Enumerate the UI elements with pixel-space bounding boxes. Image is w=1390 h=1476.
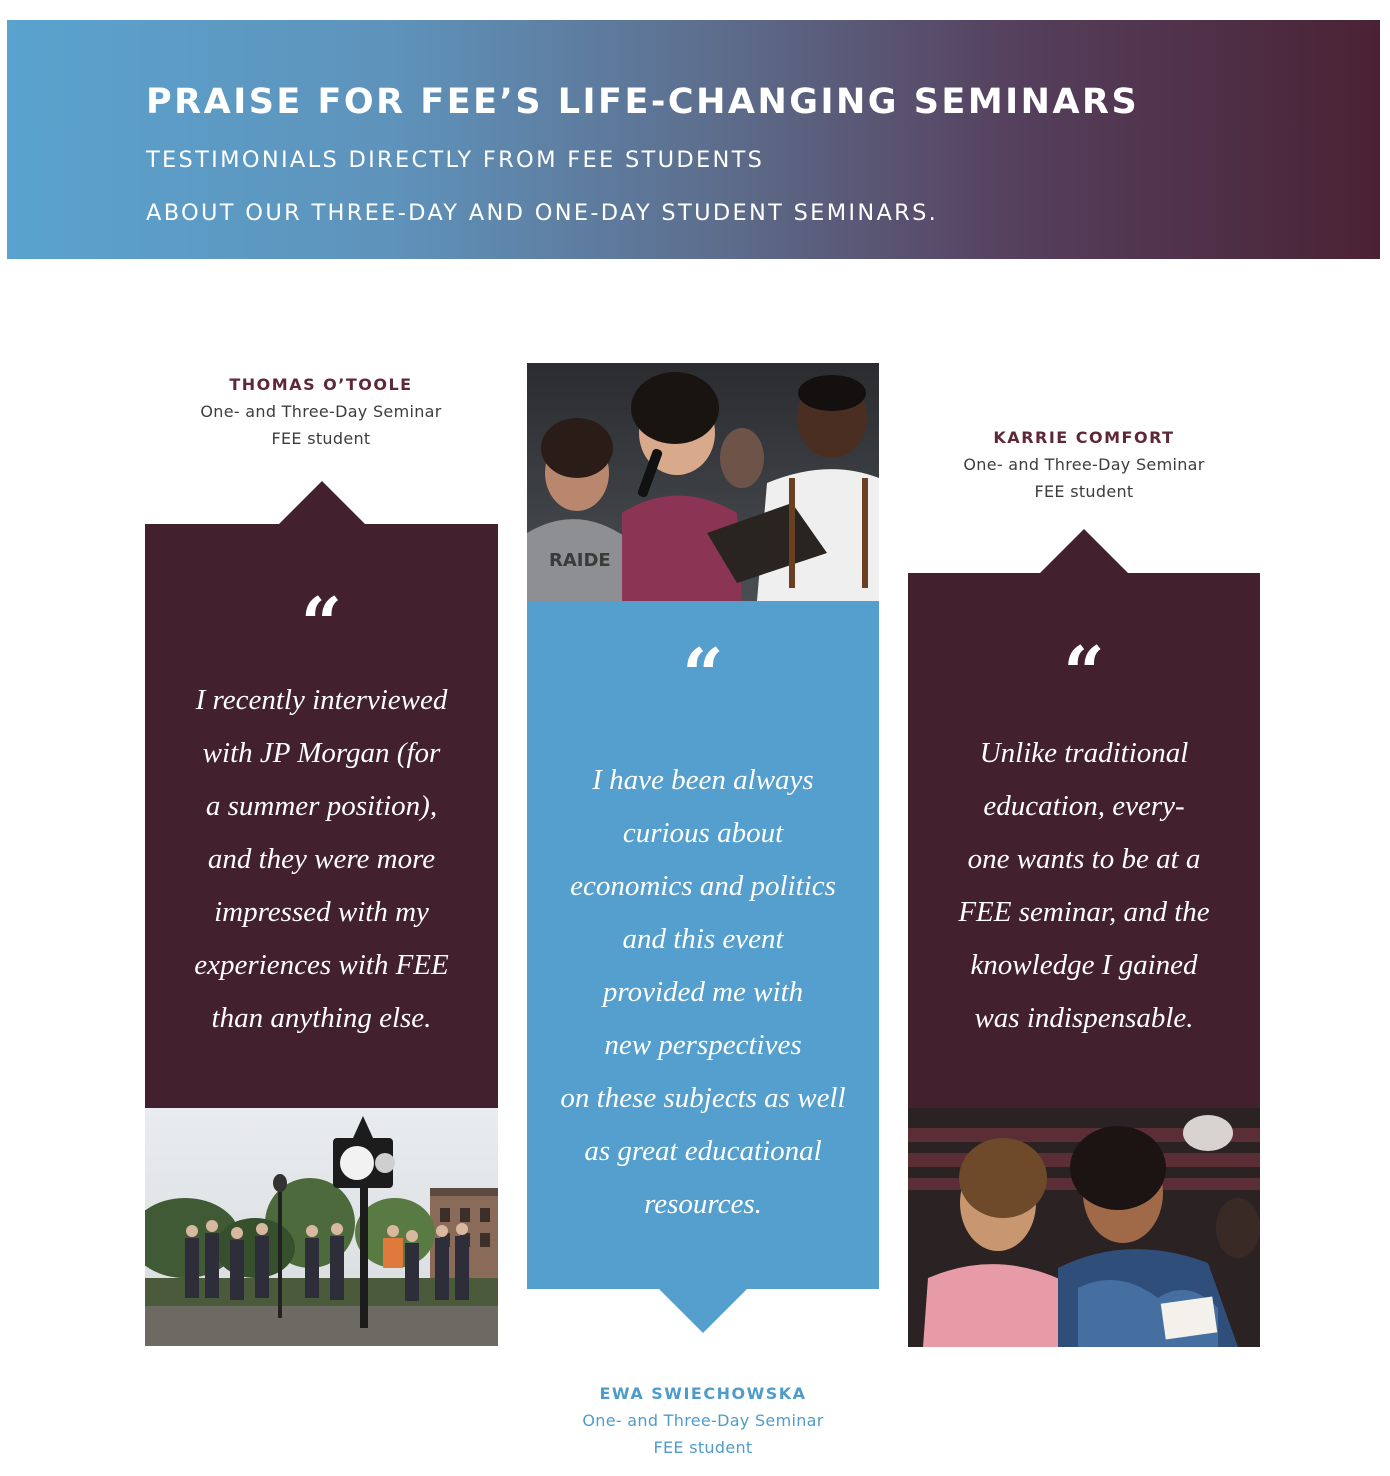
testimonial-card-karrie bbox=[908, 573, 1260, 1108]
person-status: FEE student bbox=[653, 1438, 753, 1457]
attribution-karrie bbox=[904, 425, 1264, 505]
page-subtitle-line1: TESTIMONIALS DIRECTLY FROM FEE STUDENTS bbox=[146, 147, 765, 173]
person-status: FEE student bbox=[271, 429, 371, 448]
card-pointer bbox=[278, 481, 366, 525]
testimonial-card-thomas bbox=[145, 524, 498, 1108]
quote-mark-icon: “ bbox=[682, 632, 724, 717]
attribution-thomas bbox=[141, 372, 501, 452]
quote-mark-icon: “ bbox=[300, 581, 343, 666]
testimonial-quote: I recently interviewed with JP Morgan (for a summer position), and they were more impressed with my experiences with FEE than anything else. bbox=[194, 684, 449, 1034]
person-role: One- and Three-Day Seminar bbox=[963, 455, 1205, 474]
quote-mark-icon: “ bbox=[1063, 630, 1105, 715]
testimonial-card-ewa bbox=[527, 601, 879, 1289]
card-pointer bbox=[659, 1289, 747, 1333]
testimonial-quote: I have been always curious about economics and politics and this event provided me with new perspectives on these subjects as well as great educational resources. bbox=[560, 764, 846, 1220]
page-title: PRAISE FOR FEE’S LIFE-CHANGING SEMINARS bbox=[146, 82, 1140, 122]
card-pointer bbox=[1040, 529, 1128, 573]
page-subtitle-line2: ABOUT OUR THREE-DAY AND ONE-DAY STUDENT SEMINARS. bbox=[146, 200, 939, 226]
person-name: KARRIE COMFORT bbox=[993, 428, 1175, 447]
shirt-text: RAIDE bbox=[549, 550, 611, 571]
person-status: FEE student bbox=[1034, 482, 1134, 501]
person-role: One- and Three-Day Seminar bbox=[582, 1411, 824, 1430]
person-role: One- and Three-Day Seminar bbox=[200, 402, 442, 421]
photo-clock-tower bbox=[145, 1108, 498, 1346]
photo-audience bbox=[908, 1108, 1260, 1347]
person-name: EWA SWIECHOWSKA bbox=[599, 1384, 807, 1403]
person-name: THOMAS O’TOOLE bbox=[229, 375, 413, 394]
testimonial-quote: Unlike traditional education, every- one wants to be at a FEE seminar, and the knowledge I gained was indispensable. bbox=[958, 737, 1210, 1034]
attribution-ewa bbox=[523, 1381, 883, 1461]
header-banner bbox=[7, 20, 1380, 259]
photo-speaker bbox=[527, 363, 879, 601]
